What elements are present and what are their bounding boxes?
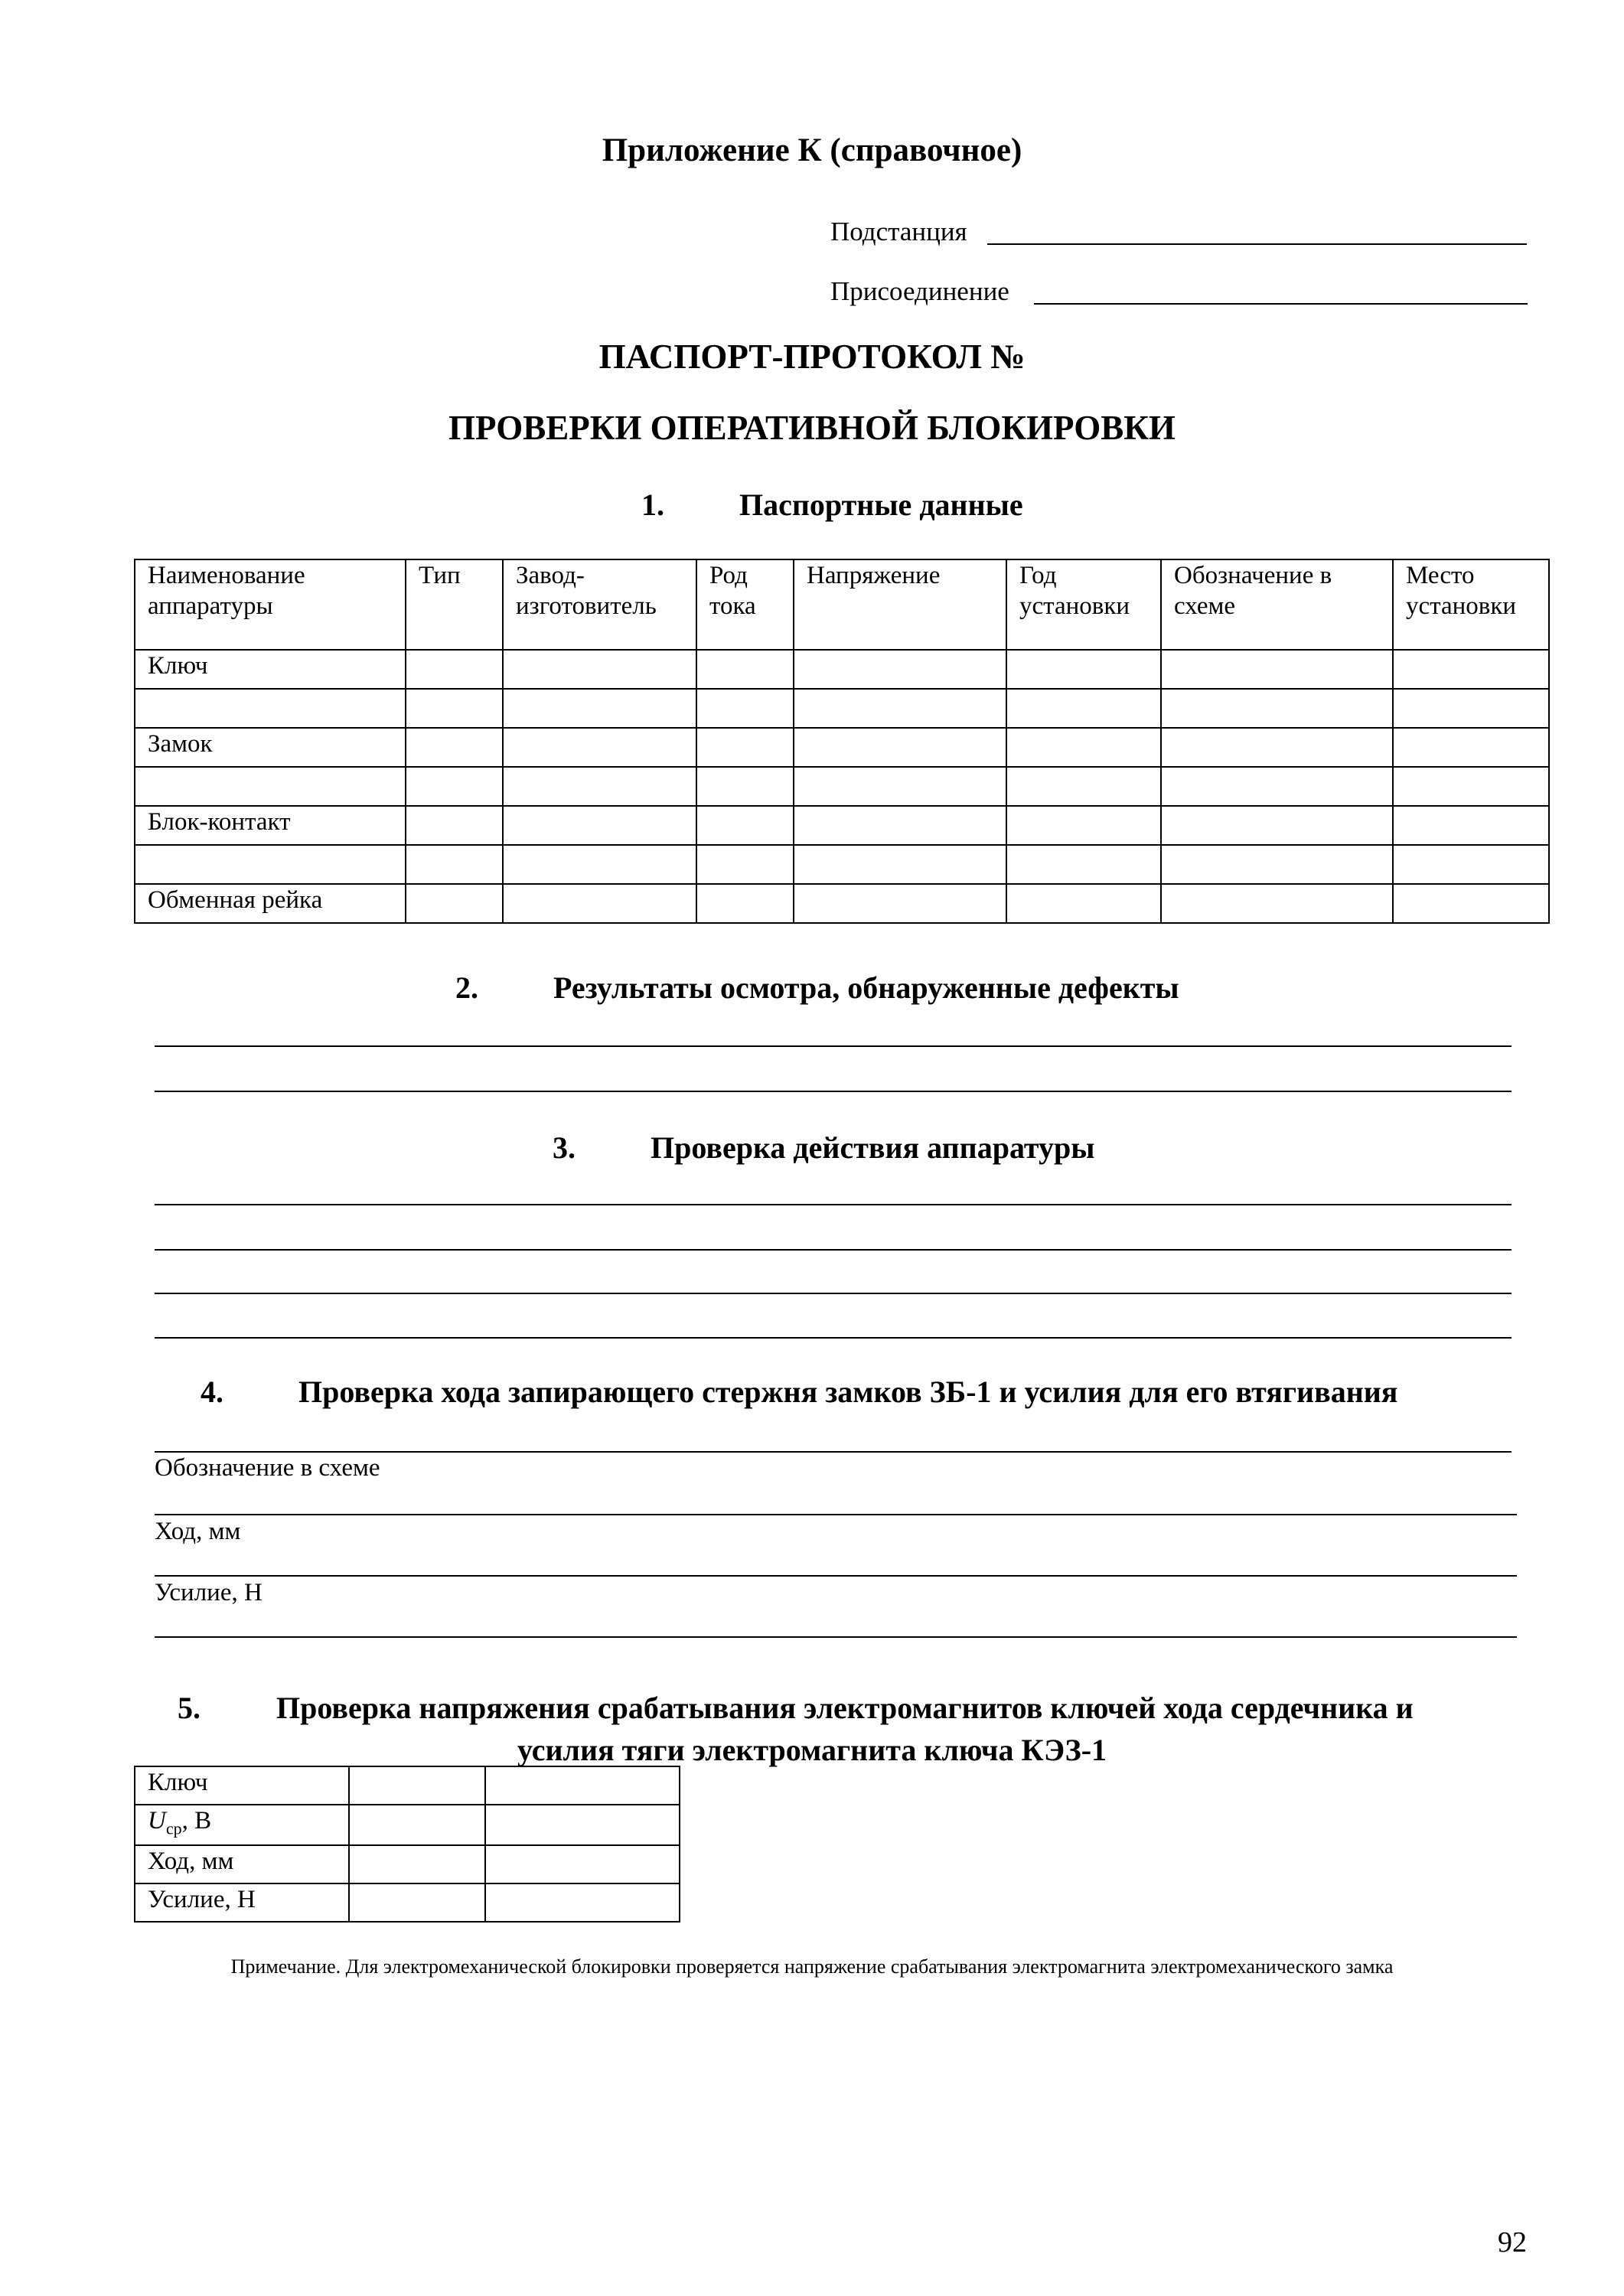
column-header: Место установки xyxy=(1393,559,1549,650)
table-row xyxy=(135,1766,680,1805)
table-cell[interactable] xyxy=(1006,767,1161,806)
section2-title: Результаты осмотра, обнаруженные дефекты xyxy=(553,970,1179,1005)
table-cell[interactable] xyxy=(406,884,503,923)
section4-line[interactable] xyxy=(155,1636,1517,1638)
section3-answer-line[interactable] xyxy=(155,1293,1511,1294)
appendix-title: Приложение К (справочное) xyxy=(602,132,1022,168)
table-cell[interactable] xyxy=(794,728,1006,767)
section3-answer-line[interactable] xyxy=(155,1337,1511,1339)
substation-label: Подстанция xyxy=(830,217,967,246)
table-cell[interactable] xyxy=(1161,728,1393,767)
column-header: Год установки xyxy=(1006,559,1161,650)
row-label: Ключ xyxy=(135,650,406,689)
document-title-line1: ПАСПОРТ-ПРОТОКОЛ № xyxy=(598,338,1026,376)
table-row xyxy=(135,728,1549,767)
section1-number: 1. xyxy=(641,488,664,522)
page-number: 92 xyxy=(1498,2226,1527,2258)
table-cell[interactable] xyxy=(485,1766,680,1805)
table-row xyxy=(135,845,1549,884)
table-cell[interactable] xyxy=(696,845,794,884)
row-label xyxy=(135,689,406,728)
section4-line[interactable] xyxy=(155,1451,1511,1453)
table-cell[interactable] xyxy=(485,1845,680,1883)
section3-number: 3. xyxy=(553,1130,576,1165)
table-cell[interactable] xyxy=(503,650,696,689)
table-cell[interactable] xyxy=(1393,650,1549,689)
section4-field-travel: Ход, мм xyxy=(155,1518,241,1545)
row-label: Блок-контакт xyxy=(135,806,406,845)
table-cell[interactable] xyxy=(1393,845,1549,884)
table-header-row xyxy=(135,559,1549,650)
section5-title-line1: Проверка напряжения срабатывания электромагнитов ключей хода сердечника и xyxy=(276,1691,1414,1725)
table-cell[interactable] xyxy=(794,767,1006,806)
column-header: Напряжение xyxy=(794,559,1006,650)
row-label: Обменная рейка xyxy=(135,884,406,923)
voltage-symbol: U xyxy=(148,1807,166,1835)
table-cell[interactable] xyxy=(1006,845,1161,884)
table-cell[interactable] xyxy=(406,806,503,845)
column-header: Род тока xyxy=(696,559,794,650)
row-label xyxy=(135,845,406,884)
table-row xyxy=(135,884,1549,923)
table-cell[interactable] xyxy=(503,689,696,728)
document-title-line2: ПРОВЕРКИ ОПЕРАТИВНОЙ БЛОКИРОВКИ xyxy=(448,409,1176,447)
table-cell[interactable] xyxy=(1161,767,1393,806)
section2-answer-line[interactable] xyxy=(155,1045,1511,1047)
table-cell[interactable] xyxy=(485,1805,680,1845)
table-cell[interactable] xyxy=(503,884,696,923)
section4-line[interactable] xyxy=(155,1575,1517,1577)
section4-field-scheme: Обозначение в схеме xyxy=(155,1454,380,1482)
row-label xyxy=(135,767,406,806)
table-row xyxy=(135,806,1549,845)
table-cell[interactable] xyxy=(794,884,1006,923)
table-cell[interactable] xyxy=(1161,884,1393,923)
table-cell[interactable] xyxy=(1006,884,1161,923)
footnote: Примечание. Для электромеханической блокировки проверяется напряжение срабатывания электромагнита электромеханического замка xyxy=(230,1955,1394,1978)
section3-answer-line[interactable] xyxy=(155,1204,1511,1205)
substation-field[interactable] xyxy=(987,243,1527,245)
section3-answer-line[interactable] xyxy=(155,1249,1511,1251)
table-cell[interactable] xyxy=(1393,689,1549,728)
table-cell[interactable] xyxy=(1006,689,1161,728)
table-cell[interactable] xyxy=(696,884,794,923)
section2-answer-line[interactable] xyxy=(155,1091,1511,1092)
voltage-unit: , В xyxy=(181,1807,212,1835)
table-cell[interactable] xyxy=(696,767,794,806)
row-label: Усилие, Н xyxy=(135,1883,349,1922)
connection-field[interactable] xyxy=(1034,303,1528,305)
table-cell[interactable] xyxy=(1393,806,1549,845)
table-cell[interactable] xyxy=(696,728,794,767)
table-cell[interactable] xyxy=(485,1883,680,1922)
row-label xyxy=(135,1805,349,1845)
column-header: Наименование аппаратуры xyxy=(135,559,406,650)
row-label: Замок xyxy=(135,728,406,767)
table-cell[interactable] xyxy=(349,1805,485,1845)
table-cell[interactable] xyxy=(794,689,1006,728)
table-cell[interactable] xyxy=(1006,806,1161,845)
table-row xyxy=(135,767,1549,806)
section4-title: Проверка хода запирающего стержня замков ЗБ-1 и усилия для его втягивания xyxy=(298,1375,1398,1409)
section4-field-force: Усилие, Н xyxy=(155,1579,263,1606)
key-electromagnet-table xyxy=(134,1766,680,1923)
table-row xyxy=(135,689,1549,728)
column-header: Обозначение в схеме xyxy=(1161,559,1393,650)
voltage-subscript: ср xyxy=(165,1818,182,1838)
table-cell[interactable] xyxy=(696,806,794,845)
section2-number: 2. xyxy=(455,970,478,1005)
table-cell[interactable] xyxy=(696,689,794,728)
table-cell[interactable] xyxy=(503,728,696,767)
table-cell[interactable] xyxy=(794,845,1006,884)
table-cell[interactable] xyxy=(406,689,503,728)
row-label: Ключ xyxy=(135,1766,349,1805)
table-cell[interactable] xyxy=(349,1883,485,1922)
section4-line[interactable] xyxy=(155,1514,1517,1515)
row-label: Ход, мм xyxy=(135,1845,349,1883)
column-header: Завод-изготовитель xyxy=(503,559,696,650)
table-cell[interactable] xyxy=(349,1845,485,1883)
table-cell[interactable] xyxy=(794,650,1006,689)
table-row xyxy=(135,650,1549,689)
table-cell[interactable] xyxy=(503,767,696,806)
table-cell[interactable] xyxy=(696,650,794,689)
section5-title-line2: усилия тяги электромагнита ключа КЭЗ-1 xyxy=(517,1733,1107,1767)
section4-number: 4. xyxy=(201,1375,223,1409)
table-cell[interactable] xyxy=(406,845,503,884)
table-cell[interactable] xyxy=(1161,845,1393,884)
table-cell[interactable] xyxy=(1161,689,1393,728)
table-row xyxy=(135,1845,680,1883)
table-cell[interactable] xyxy=(1393,767,1549,806)
section1-title: Паспортные данные xyxy=(739,488,1023,522)
table-cell[interactable] xyxy=(1393,884,1549,923)
table-cell[interactable] xyxy=(406,728,503,767)
connection-label: Присоединение xyxy=(830,276,1009,306)
table-cell[interactable] xyxy=(1006,728,1161,767)
section5-number: 5. xyxy=(178,1691,201,1725)
table-cell[interactable] xyxy=(1393,728,1549,767)
table-cell[interactable] xyxy=(406,650,503,689)
table-cell[interactable] xyxy=(1161,650,1393,689)
section3-title: Проверка действия аппаратуры xyxy=(651,1130,1095,1165)
table-cell[interactable] xyxy=(503,806,696,845)
passport-data-table xyxy=(134,559,1550,924)
column-header: Тип xyxy=(406,559,503,650)
table-cell[interactable] xyxy=(1006,650,1161,689)
table-cell[interactable] xyxy=(794,806,1006,845)
table-cell[interactable] xyxy=(349,1766,485,1805)
table-row xyxy=(135,1883,680,1922)
table-cell[interactable] xyxy=(406,767,503,806)
table-row xyxy=(135,1805,680,1845)
table-cell[interactable] xyxy=(503,845,696,884)
table-cell[interactable] xyxy=(1161,806,1393,845)
